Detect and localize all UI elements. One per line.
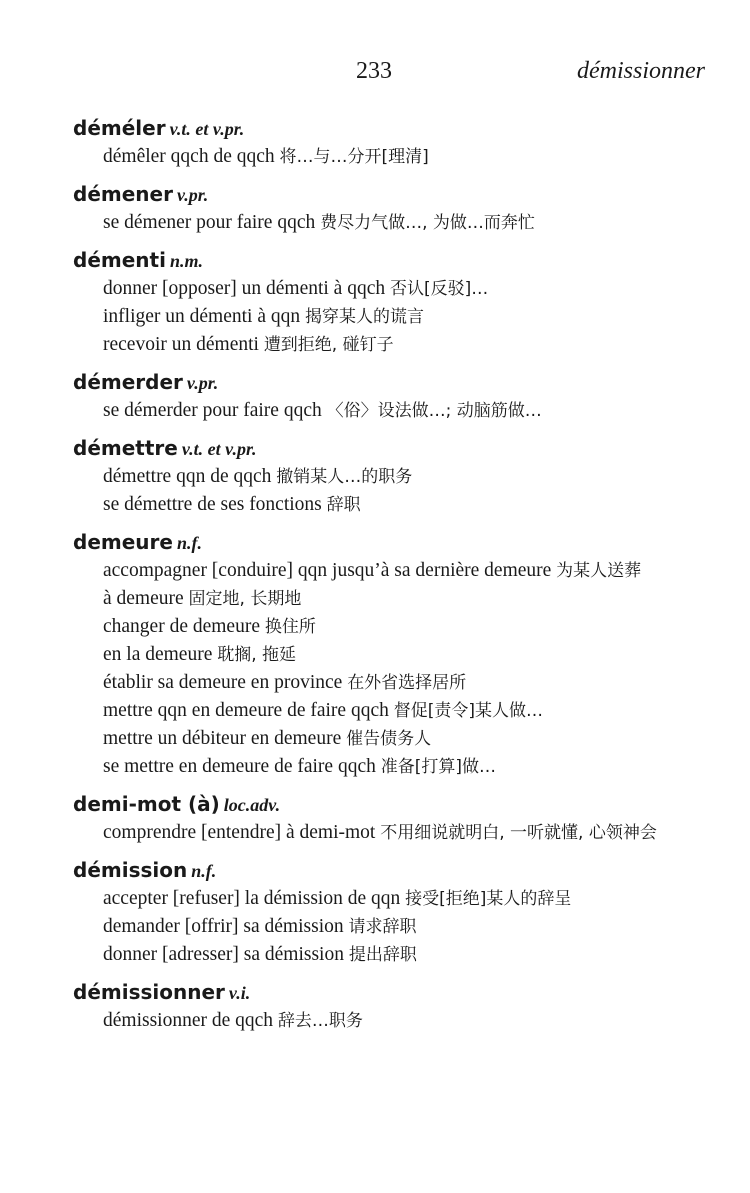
example-chinese: 固定地, 长期地 — [188, 589, 302, 609]
example-french: infliger un démenti à qqn — [103, 306, 301, 327]
example-line — [73, 913, 685, 941]
example-french: démêler qqch de qqch — [103, 146, 275, 167]
example-french: donner [adresser] sa démission — [103, 944, 344, 965]
example-chinese: 撤销某人…的职务 — [276, 467, 413, 487]
dictionary-entry — [73, 790, 685, 847]
entry-head — [73, 180, 685, 209]
example-chinese: 为某人送葬 — [556, 561, 642, 581]
example-line — [73, 209, 685, 237]
example-chinese: 换住所 — [264, 617, 316, 637]
headword: démissionner — [73, 980, 225, 1004]
entry-head — [73, 528, 685, 557]
example-chinese: 费尽力气做…, 为做…而奔忙 — [320, 213, 535, 233]
headword: demi-mot (à) — [73, 792, 220, 816]
example-chinese: 督促[责令]某人做… — [393, 701, 544, 721]
example-french: se mettre en demeure de faire qqch — [103, 756, 376, 777]
entry-head — [73, 114, 685, 143]
example-french: mettre un débiteur en demeure — [103, 728, 342, 749]
example-french: à demeure — [103, 588, 184, 609]
example-list — [73, 397, 685, 425]
example-line — [73, 143, 685, 171]
example-chinese: 耽搁, 拖延 — [217, 645, 297, 665]
dictionary-entry — [73, 434, 685, 519]
example-chinese: 否认[反驳]… — [390, 279, 489, 299]
example-chinese: 揭穿某人的谎言 — [305, 307, 424, 327]
headword: démener — [73, 182, 173, 206]
example-list — [73, 819, 685, 847]
example-chinese: 辞职 — [326, 495, 361, 515]
example-chinese: 准备[打算]做… — [380, 757, 496, 777]
example-chinese: 请求辞职 — [348, 917, 417, 937]
example-line — [73, 557, 685, 585]
example-french: démissionner de qqch — [103, 1010, 274, 1031]
example-line — [73, 819, 685, 847]
part-of-speech: v.i. — [228, 983, 251, 1003]
example-french: se démerder pour faire qqch — [103, 400, 322, 421]
dictionary-entry — [73, 528, 685, 781]
example-list — [73, 1007, 685, 1035]
example-french: changer de demeure — [103, 616, 260, 637]
example-line — [73, 275, 685, 303]
example-french: établir sa demeure en province — [103, 672, 343, 693]
example-chinese: 在外省选择居所 — [347, 673, 467, 693]
example-line — [73, 725, 685, 753]
example-french: comprendre [entendre] à demi-mot — [103, 822, 376, 843]
part-of-speech: v.pr. — [186, 373, 219, 393]
dictionary-entry — [73, 978, 685, 1035]
example-french: démettre qqn de qqch — [103, 466, 272, 487]
example-line — [73, 303, 685, 331]
entry-head — [73, 978, 685, 1007]
example-chinese: 提出辞职 — [348, 945, 417, 965]
example-french: accompagner [conduire] qqn jusqu’à sa dernière demeure — [103, 560, 552, 581]
headword: déméler — [73, 116, 166, 140]
example-list — [73, 275, 685, 359]
headword: démission — [73, 858, 188, 882]
example-line — [73, 463, 685, 491]
headword: démettre — [73, 436, 178, 460]
example-chinese: 接受[拒绝]某人的辞呈 — [405, 889, 572, 909]
example-chinese: 遭到拒绝, 碰钉子 — [263, 335, 394, 355]
page-number: 233 — [356, 58, 392, 84]
entry-head — [73, 790, 685, 819]
example-french: recevoir un démenti — [103, 334, 259, 355]
example-chinese: 催告债务人 — [346, 729, 432, 749]
example-line — [73, 941, 685, 969]
example-french: mettre qqn en demeure de faire qqch — [103, 700, 389, 721]
entry-head — [73, 856, 685, 885]
example-french: demander [offrir] sa démission — [103, 916, 344, 937]
part-of-speech: v.t. et v.pr. — [169, 119, 245, 139]
entry-head — [73, 434, 685, 463]
example-chinese: 辞去…职务 — [277, 1011, 363, 1031]
headword: démerder — [73, 370, 183, 394]
example-french: se démener pour faire qqch — [103, 212, 316, 233]
example-french: en la demeure — [103, 644, 213, 665]
example-list — [73, 209, 685, 237]
running-head: démissionner — [577, 58, 705, 84]
dictionary-entry — [73, 368, 685, 425]
example-line — [73, 641, 685, 669]
example-chinese: 〈俗〉设法做…; 动脑筋做… — [326, 401, 542, 421]
example-list — [73, 557, 685, 781]
example-chinese: 将…与…分开[理清] — [279, 147, 429, 167]
example-french: donner [opposer] un démenti à qqch — [103, 278, 386, 299]
dictionary-entries — [73, 114, 685, 1044]
part-of-speech: n.f. — [176, 533, 202, 553]
example-line — [73, 331, 685, 359]
part-of-speech: v.pr. — [176, 185, 209, 205]
entry-head — [73, 246, 685, 275]
example-line — [73, 669, 685, 697]
page-header — [0, 58, 750, 94]
part-of-speech: v.t. et v.pr. — [181, 439, 257, 459]
example-line — [73, 697, 685, 725]
headword: demeure — [73, 530, 173, 554]
part-of-speech: n.f. — [191, 861, 217, 881]
dictionary-entry — [73, 180, 685, 237]
entry-head — [73, 368, 685, 397]
headword: démenti — [73, 248, 166, 272]
example-line — [73, 491, 685, 519]
example-french: se démettre de ses fonctions — [103, 494, 322, 515]
example-list — [73, 885, 685, 969]
example-line — [73, 613, 685, 641]
example-line — [73, 397, 685, 425]
example-list — [73, 463, 685, 519]
part-of-speech: n.m. — [169, 251, 203, 271]
dictionary-entry — [73, 114, 685, 171]
dictionary-entry — [73, 856, 685, 969]
example-line — [73, 1007, 685, 1035]
example-line — [73, 585, 685, 613]
dictionary-entry — [73, 246, 685, 359]
example-french: accepter [refuser] la démission de qqn — [103, 888, 401, 909]
example-line — [73, 753, 685, 781]
example-list — [73, 143, 685, 171]
part-of-speech: loc.adv. — [223, 795, 281, 815]
example-chinese: 不用细说就明白, 一听就懂, 心领神会 — [380, 823, 657, 843]
example-line — [73, 885, 685, 913]
